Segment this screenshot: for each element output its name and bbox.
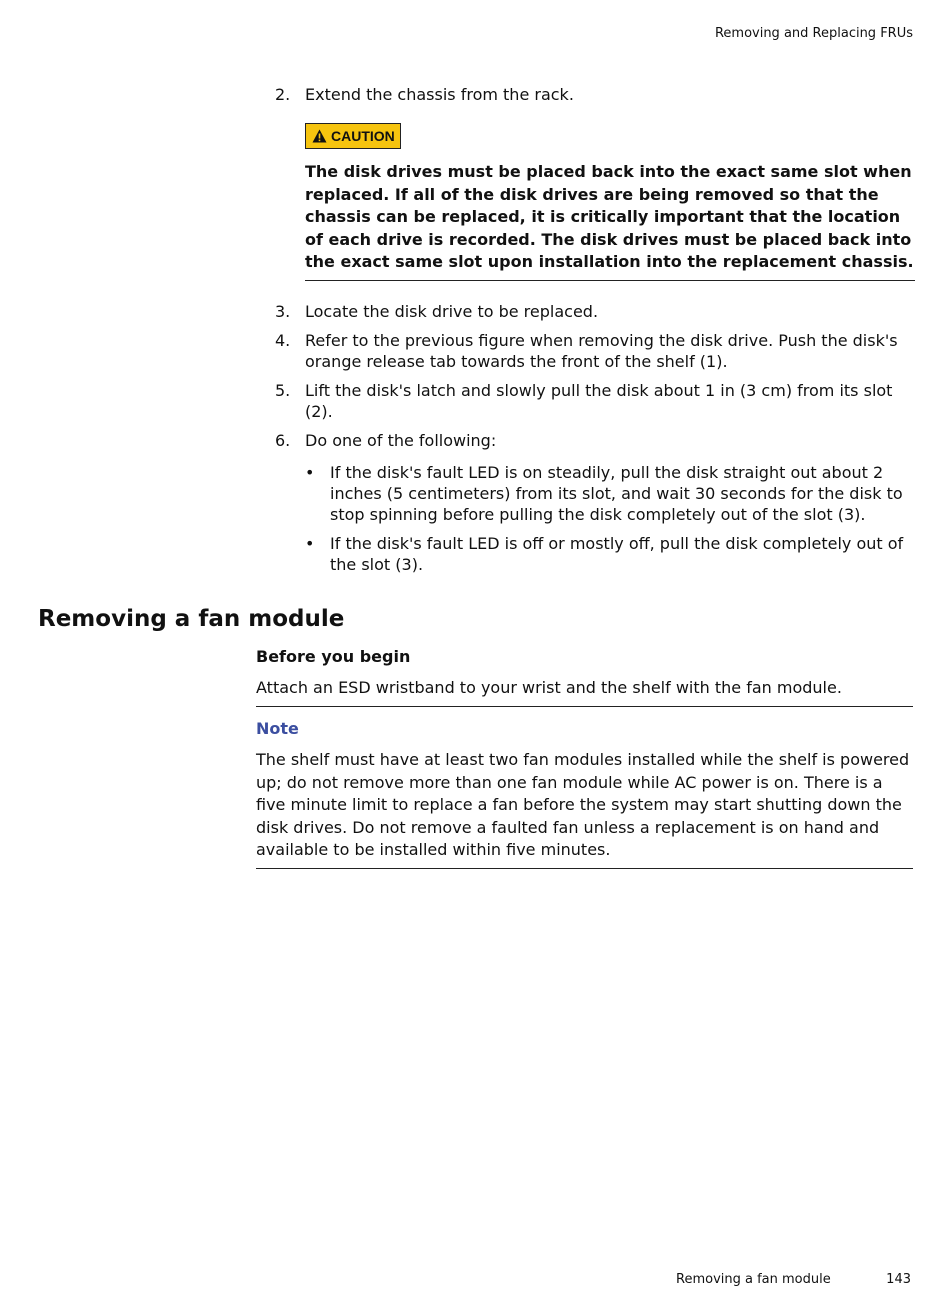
step-number: 2. <box>275 85 291 104</box>
footer-section-title: Removing a fan module <box>676 1272 831 1287</box>
caution-block <box>305 123 915 281</box>
bullet-text: If the disk's fault LED is off or mostly off, pull the disk completely out of the slot (3). <box>330 534 904 574</box>
step-number: 3. <box>275 302 291 321</box>
before-you-begin-text: Attach an ESD wristband to your wrist and the shelf with the fan module. <box>256 677 913 707</box>
note-text: The shelf must have at least two fan modules installed while the shelf is powered up; do not remove more than one fan module while AC power is on. There is a five minute limit to replace a fan before the system may start shutting down the disk drives. Do not remove a faulted fan unless a replacement is on hand and available to be installed within five minutes. <box>256 749 913 869</box>
step-number: 6. <box>275 431 291 450</box>
step-number: 5. <box>275 381 291 400</box>
caution-badge <box>305 123 401 149</box>
caution-label: CAUTION <box>331 128 395 144</box>
step-text: Lift the disk's latch and slowly pull the disk about 1 in (3 cm) from its slot (2). <box>305 381 893 421</box>
step-4 <box>275 330 915 372</box>
bullet-icon: • <box>305 534 315 553</box>
list-item <box>305 533 915 575</box>
step-6 <box>275 430 915 451</box>
step-text: Refer to the previous figure when removing the disk drive. Push the disk's orange release tab towards the front of the shelf (1). <box>305 331 898 371</box>
step-text: Do one of the following: <box>305 431 497 450</box>
step-text: Extend the chassis from the rack. <box>305 85 574 104</box>
caution-text: The disk drives must be placed back into the exact same slot when replaced. If all of the disk drives are being removed so that the chassis can be replaced, it is critically important that the location of each drive is recorded. The disk drives must be placed back into the exact same slot upon installation into the replacement chassis. <box>305 162 914 271</box>
procedure-steps-part2 <box>275 301 915 583</box>
step-5 <box>275 380 915 422</box>
section-title: Removing a fan module <box>38 606 345 632</box>
step-2 <box>275 84 915 105</box>
step-3 <box>275 301 915 322</box>
step-number: 4. <box>275 331 291 350</box>
section-body <box>256 646 913 869</box>
bullet-icon: • <box>305 463 315 482</box>
note-label: Note <box>256 719 299 738</box>
step-text: Locate the disk drive to be replaced. <box>305 302 599 321</box>
procedure-steps-part1 <box>275 84 915 281</box>
warning-triangle-icon <box>312 129 327 143</box>
step-6-options <box>305 462 915 575</box>
list-item <box>305 462 915 525</box>
running-header: Removing and Replacing FRUs <box>714 26 913 41</box>
before-you-begin-heading: Before you begin <box>256 647 411 666</box>
bullet-text: If the disk's fault LED is on steadily, pull the disk straight out about 2 inches (5 centimeters) from its slot, and wait 30 seconds for the disk to stop spinning before pulling the disk completely out of the slot (3). <box>330 463 903 524</box>
page-number: 143 <box>886 1272 911 1287</box>
